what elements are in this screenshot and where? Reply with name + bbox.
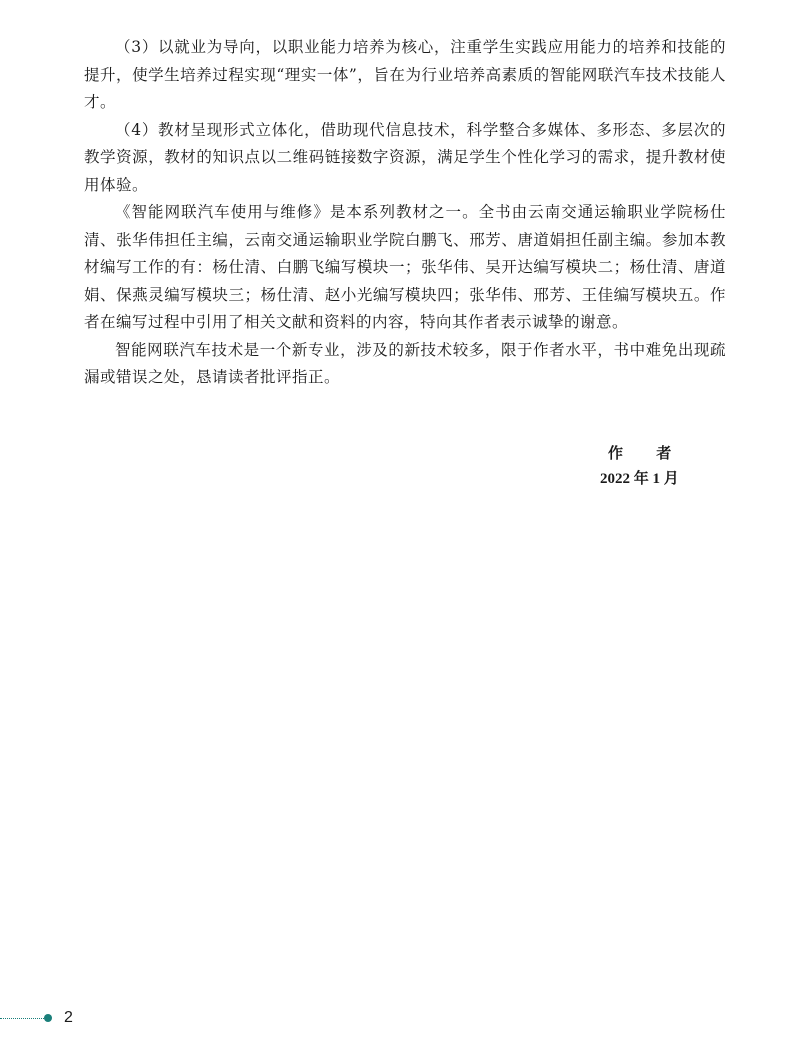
footer-dotted-line xyxy=(0,1018,44,1019)
paragraph-4: （4）教材呈现形式立体化，借助现代信息技术，科学整合多媒体、多形态、多层次的教学资源，教材的知识点以二维码链接数字资源，满足学生个性化学习的需求，提升教材使用体验。 xyxy=(84,120,726,194)
footer-dot-icon xyxy=(44,1014,52,1022)
paragraph-book-intro: 《智能网联汽车使用与维修》是本系列教材之一。全书由云南交通运输职业学院杨仕清、张华伟担任主编，云南交通运输职业学院白鹏飞、邢芳、唐道娟担任副主编。参加本教材编写工作的有：杨仕清、白鹏飞编写模块一；张华伟、吴开达编写模块二；杨仕清、唐道娟、保燕灵编写模块三；杨仕清、赵小光编写模块四；张华伟、邢芳、王佳编写模块五。作者在编写过程中引用了相关文献和资料的内容，特向其作者表示诚挚的谢意。 xyxy=(84,203,726,331)
page-number: 2 xyxy=(64,1009,73,1026)
preface-body xyxy=(84,34,726,392)
page-footer xyxy=(0,1008,120,1028)
paragraph-3: （3）以就业为导向，以职业能力培养为核心，注重学生实践应用能力的培养和技能的提升，使学生培养过程实现“理实一体”，旨在为行业培养高素质的智能网联汽车技术技能人才。 xyxy=(84,38,726,111)
signature-block xyxy=(560,440,730,492)
paragraph-closing: 智能网联汽车技术是一个新专业，涉及的新技术较多，限于作者水平，书中难免出现疏漏或错误之处，恳请读者批评指正。 xyxy=(84,340,726,386)
signature-date: 2022 年 1 月 xyxy=(600,471,679,487)
signature-author: 作 者 xyxy=(608,444,686,462)
